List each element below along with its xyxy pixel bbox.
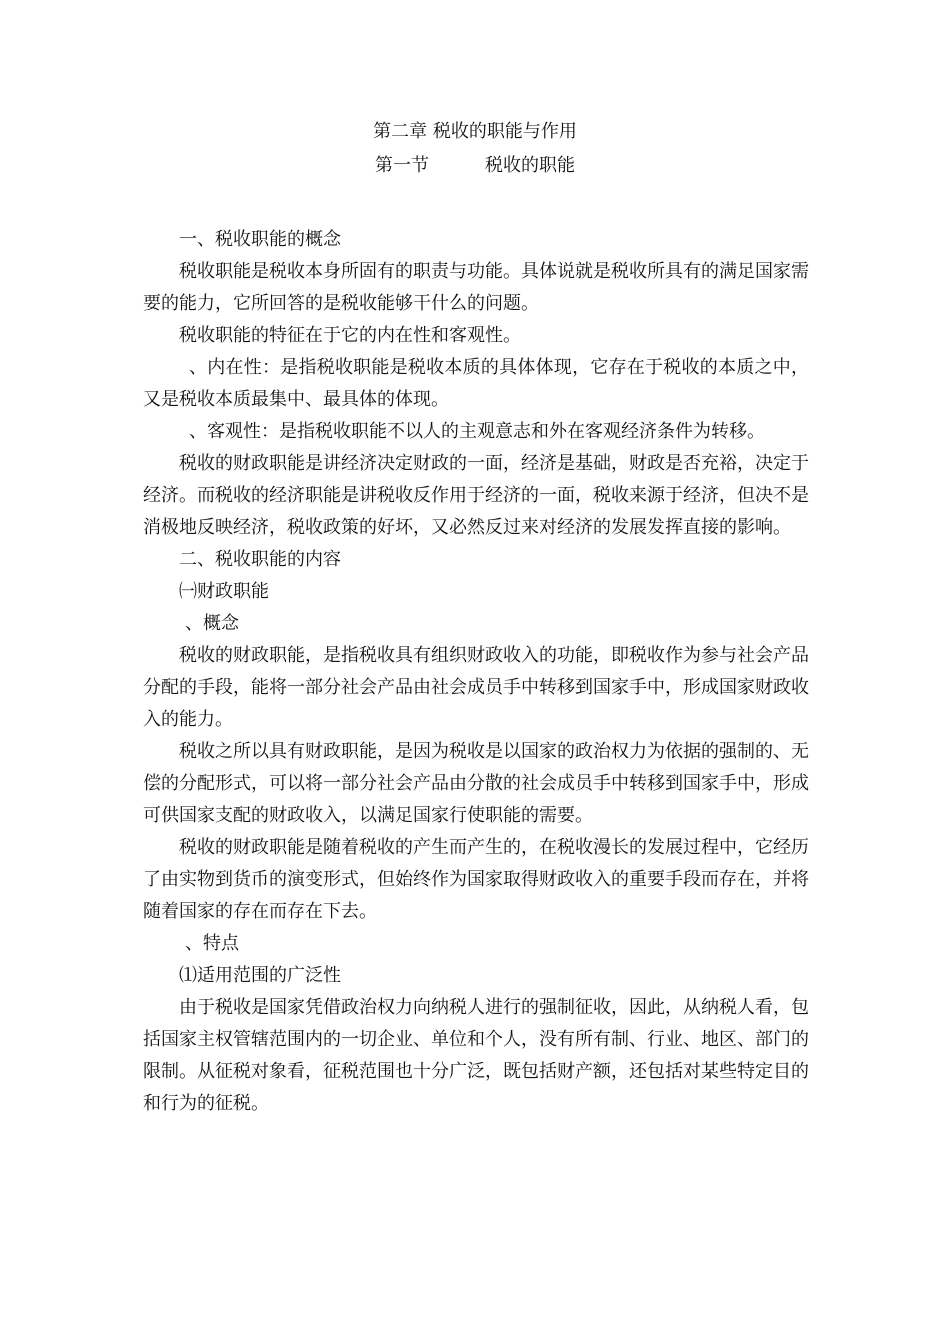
paragraph: 税收之所以具有财政职能，是因为税收是以国家的政治权力为依据的强制的、无偿的分配形式，可以将一部分社会产品由分散的社会成员手中转移到国家手中，形成可供国家支配的财政收入，以满足国家行使职能的需要。 [143,741,809,826]
heading-content: 二、税收职能的内容 [179,549,341,570]
document-body [143,224,809,1120]
paragraph: 税收的财政职能是讲经济决定财政的一面，经济是基础，财政是否充裕，决定于经济。而税收的经济职能是讲税收反作用于经济的一面，税收来源于经济，但决不是消极地反映经济，税收政策的好坏，又必然反过来对经济的发展发挥直接的影响。 [143,453,809,538]
section-title [0,154,950,178]
subheading-features: 、特点 [185,933,239,954]
chapter-title: 第二章 税收的职能与作用 [373,121,577,142]
paragraph: 税收职能是税收本身所固有的职责与功能。具体说就是税收所具有的满足国家需要的能力，它所回答的是税收能够干什么的问题。 [143,261,809,314]
subheading-concept: 、概念 [185,613,239,634]
section-number: 第一节 [375,155,429,176]
paragraph: 税收的财政职能是随着税收的产生而产生的，在税收漫长的发展过程中，它经历了由实物到货币的演变形式，但始终作为国家取得财政收入的重要手段而存在，并将随着国家的存在而存在下去。 [143,837,809,922]
paragraph: 、客观性：是指税收职能不以人的主观意志和外在客观经济条件为转移。 [189,421,765,442]
paragraph: 税收的财政职能，是指税收具有组织财政收入的功能，即税收作为参与社会产品分配的手段，能将一部分社会产品由社会成员手中转移到国家手中，形成国家财政收入的能力。 [143,645,809,730]
paragraph: 税收职能的特征在于它的内在性和客观性。 [179,325,521,346]
paragraph: 由于税收是国家凭借政治权力向纳税人进行的强制征收，因此，从纳税人看，包括国家主权管辖范围内的一切企业、单位和个人，没有所有制、行业、地区、部门的限制。从征税对象看，征税范围也十分广泛，既包括财产额，还包括对某些特定目的和行为的征税。 [143,997,809,1114]
subheading-scope: ⑴适用范围的广泛性 [179,965,341,986]
paragraph: 、内在性：是指税收职能是税收本质的具体体现，它存在于税收的本质之中，又是税收本质最集中、最具体的体现。 [143,357,809,410]
section-name: 税收的职能 [485,155,575,176]
heading-concept: 一、税收职能的概念 [179,229,341,250]
subheading-fiscal: ㈠财政职能 [179,581,269,602]
